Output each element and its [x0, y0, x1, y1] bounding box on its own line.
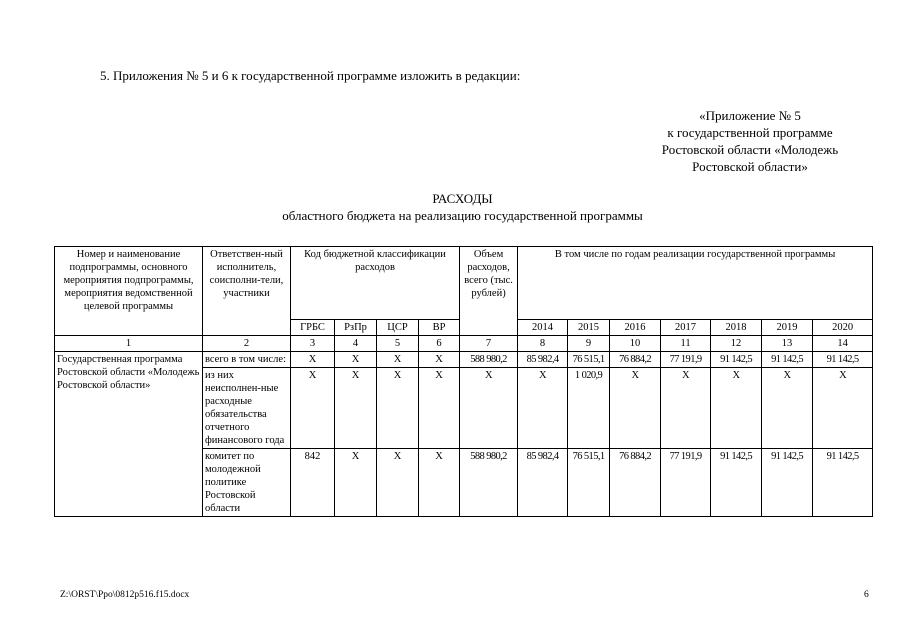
code-cell: X	[419, 368, 460, 449]
code-cell: X	[291, 368, 335, 449]
total-cell: 588 980,2	[460, 449, 518, 517]
appendix-line-4: Ростовской области»	[692, 159, 808, 174]
code-cell: X	[335, 368, 377, 449]
code-cell: X	[419, 352, 460, 368]
row-executor: комитет по молодежной политике Ростовской области	[203, 449, 291, 517]
document-title: РАСХОДЫ	[432, 191, 493, 206]
column-number: 6	[419, 336, 460, 352]
year-cell: 76 884,2	[610, 449, 661, 517]
column-number: 11	[661, 336, 711, 352]
code-cell: X	[419, 449, 460, 517]
header-year-2019: 2019	[762, 320, 813, 336]
header-by-years: В том числе по годам реализации государственной программы	[518, 247, 873, 320]
year-cell: 91 142,5	[762, 449, 813, 517]
code-cell: X	[377, 352, 419, 368]
program-name: Государственная программа Ростовской области «Молодежь Ростовской области»	[55, 352, 203, 517]
year-cell: 91 142,5	[711, 449, 762, 517]
column-number: 9	[568, 336, 610, 352]
appendix-line-2: к государственной программе	[667, 125, 833, 140]
header-year-2018: 2018	[711, 320, 762, 336]
column-number: 4	[335, 336, 377, 352]
year-cell: 1 020,9	[568, 368, 610, 449]
header-year-2017: 2017	[661, 320, 711, 336]
appendix-line-1: «Приложение № 5	[699, 108, 801, 123]
year-cell: 91 142,5	[762, 352, 813, 368]
year-cell: X	[762, 368, 813, 449]
header-budget-code: Код бюджетной классификации расходов	[291, 247, 460, 320]
year-cell: 77 191,9	[661, 449, 711, 517]
year-cell: X	[518, 368, 568, 449]
total-cell: X	[460, 368, 518, 449]
column-number: 2	[203, 336, 291, 352]
code-cell: X	[291, 352, 335, 368]
row-executor: всего в том числе:	[203, 352, 291, 368]
header-volume: Объем расходов, всего (тыс. рублей)	[460, 247, 518, 336]
header-year-2020: 2020	[813, 320, 873, 336]
header-code-grbs: ГРБС	[291, 320, 335, 336]
header-year-2015: 2015	[568, 320, 610, 336]
code-cell: X	[335, 449, 377, 517]
column-number: 13	[762, 336, 813, 352]
column-number-row	[55, 336, 873, 352]
header-name: Номер и наименование подпрограммы, основного мероприятия подпрограммы, мероприятия ведомственной целевой программы	[55, 247, 203, 336]
header-code-vr: ВР	[419, 320, 460, 336]
page-number: 6	[864, 590, 869, 600]
year-cell: 85 982,4	[518, 449, 568, 517]
column-number: 8	[518, 336, 568, 352]
total-cell: 588 980,2	[460, 352, 518, 368]
year-cell: 76 515,1	[568, 449, 610, 517]
year-cell: 85 982,4	[518, 352, 568, 368]
table-header-row-1	[55, 247, 873, 320]
year-cell: X	[813, 368, 873, 449]
column-number: 5	[377, 336, 419, 352]
year-cell: X	[610, 368, 661, 449]
year-cell: 76 515,1	[568, 352, 610, 368]
code-cell: X	[335, 352, 377, 368]
year-cell: 91 142,5	[711, 352, 762, 368]
code-cell: X	[377, 449, 419, 517]
year-cell: 91 142,5	[813, 352, 873, 368]
column-number: 14	[813, 336, 873, 352]
intro-line: 5. Приложения № 5 и 6 к государственной программе изложить в редакции:	[100, 68, 521, 83]
row-executor: из них неисполнен-ные расходные обязательства отчетного финансового года	[203, 368, 291, 449]
column-number: 1	[55, 336, 203, 352]
budget-table	[54, 246, 873, 517]
code-cell: 842	[291, 449, 335, 517]
year-cell: 76 884,2	[610, 352, 661, 368]
appendix-caption	[600, 107, 900, 175]
year-cell: 91 142,5	[813, 449, 873, 517]
column-number: 10	[610, 336, 661, 352]
column-number: 3	[291, 336, 335, 352]
year-cell: X	[661, 368, 711, 449]
appendix-line-3: Ростовской области «Молодежь	[661, 142, 839, 157]
header-year-2014: 2014	[518, 320, 568, 336]
footer-file-path: Z:\ORST\Ppo\0812p516.f15.docx	[60, 590, 190, 600]
code-cell: X	[377, 368, 419, 449]
document-subtitle: областного бюджета на реализацию государственной программы	[282, 208, 643, 223]
column-number: 7	[460, 336, 518, 352]
column-number: 12	[711, 336, 762, 352]
header-year-2016: 2016	[610, 320, 661, 336]
header-executor: Ответствен-ный исполнитель, соисполни-тели, участники	[203, 247, 291, 336]
year-cell: X	[711, 368, 762, 449]
year-cell: 77 191,9	[661, 352, 711, 368]
header-code-rzpr: РзПр	[335, 320, 377, 336]
header-code-csr: ЦСР	[377, 320, 419, 336]
table-row	[55, 352, 873, 368]
